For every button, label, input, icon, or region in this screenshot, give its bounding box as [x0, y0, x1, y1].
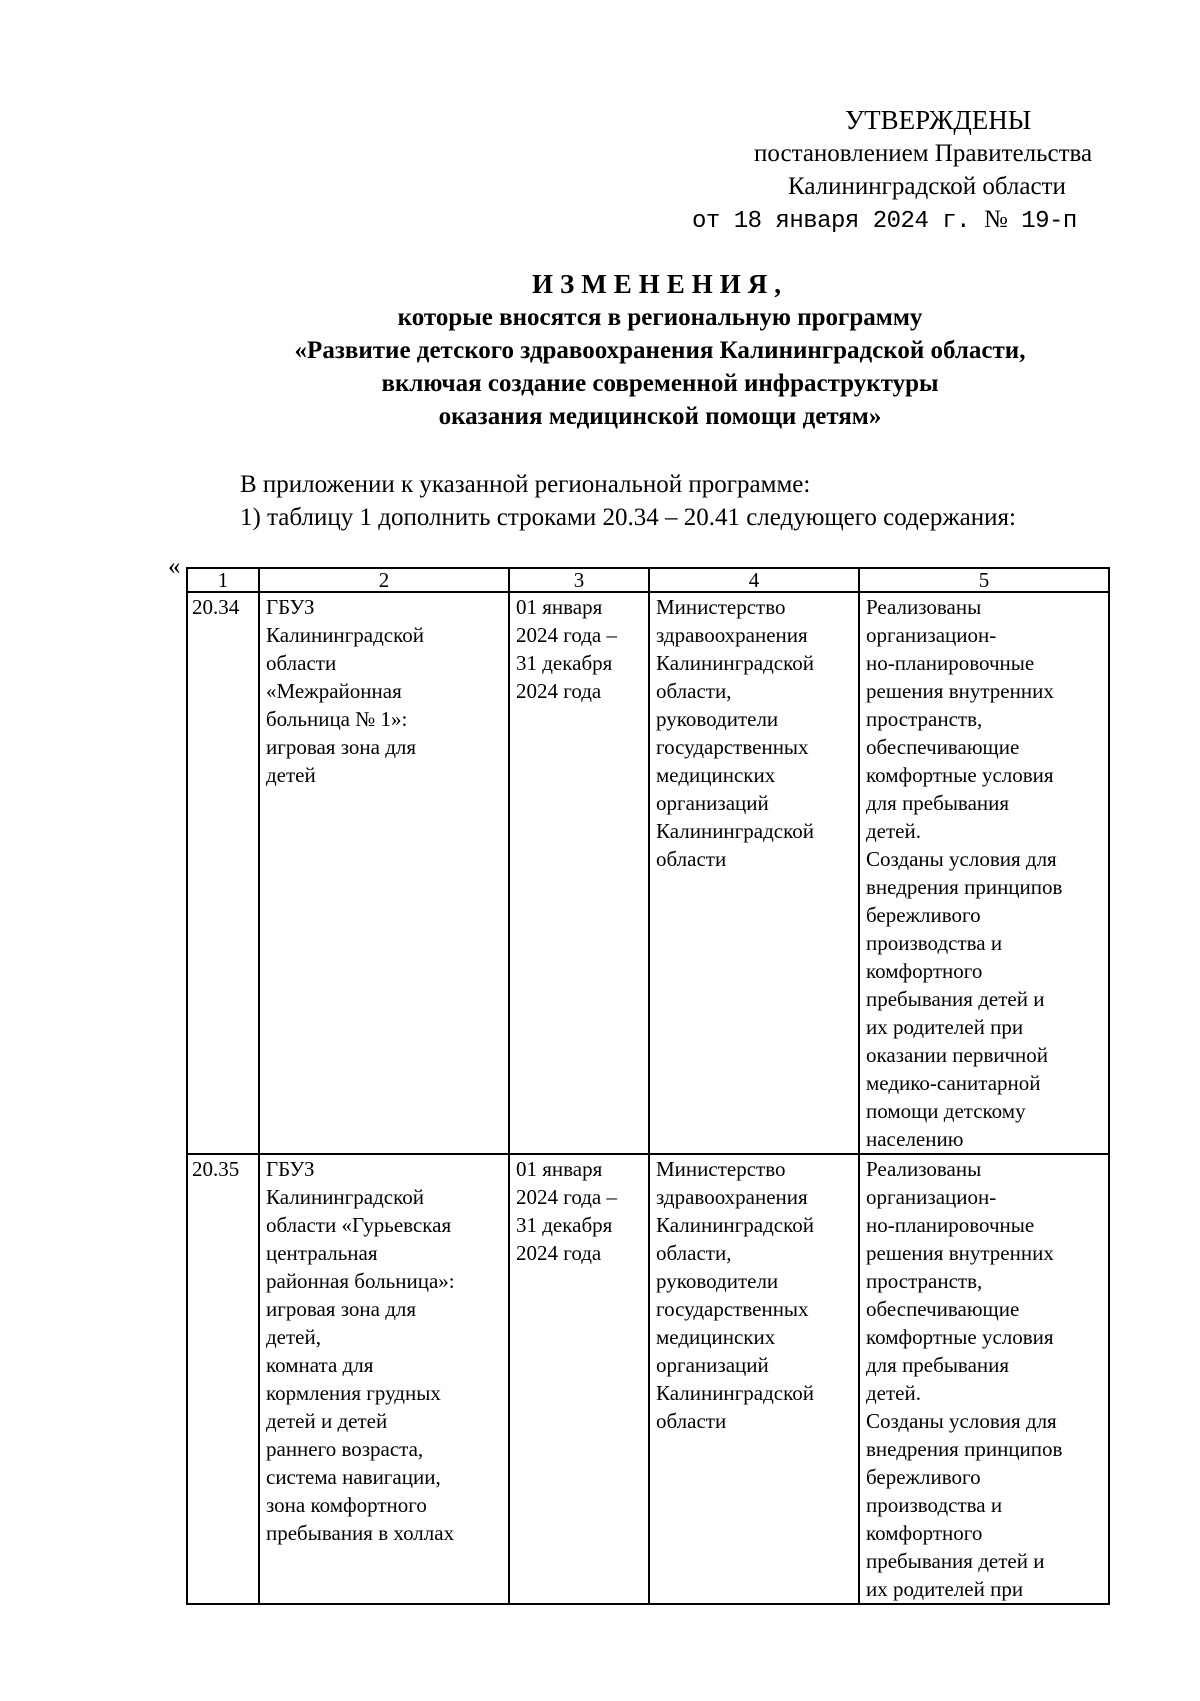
cell-text-line: Созданы условия для [866, 1409, 1057, 1433]
row-responsible-cell [649, 592, 859, 1154]
cell-text-line: районная больница»: [266, 1269, 455, 1293]
cell-text-line: здравоохранения [656, 1185, 808, 1209]
cell-text-line: помощи детскому [866, 1099, 1026, 1123]
cell-text-line: организаций [656, 1353, 769, 1377]
cell-text-line: детей, [266, 1325, 321, 1349]
cell-text-line: медико-санитарной [866, 1071, 1041, 1095]
document-heading [160, 268, 1160, 433]
cell-text-line: организаций [656, 791, 769, 815]
cell-text-line: комфортные условия [866, 763, 1054, 787]
document-title: ИЗМЕНЕНИЯ, [531, 269, 788, 299]
cell-text-line: 2024 года [516, 679, 602, 703]
approval-line-region: Калининградской области [788, 173, 1066, 200]
cell-text-line: детей и детей [266, 1409, 388, 1433]
cell-text-line: организацион- [866, 623, 997, 647]
cell-text-line: их родителей при [866, 1015, 1024, 1039]
cell-text-line: производства и [866, 931, 1003, 955]
table-header-cell: 1 [187, 568, 259, 592]
row-number-cell [187, 1154, 259, 1604]
table-header-row [187, 568, 1109, 592]
row-responsible-cell [649, 1154, 859, 1604]
approval-number: 19-п [1021, 208, 1077, 235]
row-number: 20.35 [192, 1157, 240, 1181]
cell-text-line: обеспечивающие [866, 1297, 1020, 1321]
row-result-cell [859, 1154, 1109, 1604]
intro-line-1: В приложении к указанной региональной программе: [240, 471, 811, 498]
cell-text-line: области, [656, 679, 732, 703]
intro-paragraph [240, 468, 1016, 534]
cell-text-line: населению [866, 1127, 964, 1151]
cell-text-line: для пребывания [866, 791, 1010, 815]
cell-text-line: Министерство [656, 595, 786, 619]
cell-text-line: детей. [866, 819, 921, 843]
cell-text-line: государственных [656, 735, 809, 759]
cell-text-line: области [656, 1409, 727, 1433]
cell-text-line: детей [266, 763, 316, 787]
cell-text-line: 2024 года – [516, 1185, 617, 1209]
row-number: 20.34 [192, 595, 240, 619]
row-object-cell [259, 1154, 509, 1604]
heading-line-4: оказания медицинской помощи детям» [438, 403, 882, 430]
cell-text-line: бережливого [866, 903, 981, 927]
cell-text-line: «Межрайонная [266, 679, 402, 703]
cell-text-line: их родителей при [866, 1577, 1024, 1601]
cell-text-line: зона комфортного [266, 1493, 427, 1517]
cell-text-line: ГБУЗ [266, 1157, 315, 1181]
cell-text-line: медицинских [656, 763, 776, 787]
cell-text-line: 01 января [516, 595, 603, 619]
cell-text-line: кормления грудных [266, 1381, 441, 1405]
approval-title: УТВЕРЖДЕНЫ [845, 105, 1032, 135]
cell-text-line: пребывания детей и [866, 987, 1045, 1011]
cell-text-line: ГБУЗ [266, 595, 315, 619]
approval-line-government: постановлением Правительства [754, 140, 1093, 167]
cell-text-line: 31 декабря [516, 1213, 613, 1237]
cell-text-line: внедрения принципов [866, 875, 1063, 899]
heading-line-1: которые вносятся в региональную программу [397, 304, 923, 331]
row-period-cell [509, 1154, 649, 1604]
table-row [187, 592, 1109, 1154]
cell-text-line: Министерство [656, 1157, 786, 1181]
table-open-quote: « [168, 553, 181, 580]
cell-text-line: организацион- [866, 1185, 997, 1209]
cell-text-line: детей. [866, 1381, 921, 1405]
approval-date: от 18 января 2024 г. [692, 208, 971, 235]
cell-text-line: комфортного [866, 1521, 983, 1545]
cell-text-line: 2024 года – [516, 623, 617, 647]
cell-text-line: оказании первичной [866, 1043, 1049, 1067]
approval-number-sign: № [983, 206, 1008, 233]
cell-text-line: комната для [266, 1353, 374, 1377]
cell-text-line: области, [656, 1241, 732, 1265]
table-header-cell: 4 [649, 568, 859, 592]
cell-text-line: больница № 1»: [266, 707, 408, 731]
cell-text-line: Реализованы [866, 1157, 982, 1181]
cell-text-line: пространств, [866, 707, 983, 731]
row-number-cell [187, 592, 259, 1154]
cell-text-line: обеспечивающие [866, 735, 1020, 759]
cell-text-line: производства и [866, 1493, 1003, 1517]
cell-text-line: Калининградской [656, 819, 814, 843]
cell-text-line: но-планировочные [866, 651, 1035, 675]
changes-table [186, 567, 1110, 1605]
cell-text-line: Созданы условия для [866, 847, 1057, 871]
cell-text-line: внедрения принципов [866, 1437, 1063, 1461]
cell-text-line: 31 декабря [516, 651, 613, 675]
cell-text-line: раннего возраста, [266, 1437, 424, 1461]
cell-text-line: комфортные условия [866, 1325, 1054, 1349]
cell-text-line: пространств, [866, 1269, 983, 1293]
cell-text-line: 2024 года [516, 1241, 602, 1265]
heading-line-2: «Развитие детского здравоохранения Калининградской области, [294, 337, 1026, 364]
cell-text-line: решения внутренних [866, 1241, 1054, 1265]
cell-text-line: для пребывания [866, 1353, 1010, 1377]
cell-text-line: но-планировочные [866, 1213, 1035, 1237]
cell-text-line: Реализованы [866, 595, 982, 619]
cell-text-line: руководители [656, 1269, 779, 1293]
approval-stamp [620, 104, 1140, 238]
cell-text-line: Калининградской [656, 651, 814, 675]
cell-text-line: руководители [656, 707, 779, 731]
cell-text-line: пребывания детей и [866, 1549, 1045, 1573]
row-object-cell [259, 592, 509, 1154]
cell-text-line: 01 января [516, 1157, 603, 1181]
heading-line-3: включая создание современной инфраструктуры [381, 370, 939, 397]
cell-text-line: система навигации, [266, 1465, 441, 1489]
cell-text-line: центральная [266, 1241, 378, 1265]
cell-text-line: игровая зона для [266, 735, 417, 759]
cell-text-line: бережливого [866, 1465, 981, 1489]
cell-text-line: здравоохранения [656, 623, 808, 647]
table-header-cell: 5 [859, 568, 1109, 592]
cell-text-line: Калининградской [266, 1185, 424, 1209]
table-header-cell: 2 [259, 568, 509, 592]
cell-text-line: пребывания в холлах [266, 1521, 455, 1545]
cell-text-line: Калининградской [656, 1213, 814, 1237]
cell-text-line: области «Гурьевская [266, 1213, 452, 1237]
cell-text-line: медицинских [656, 1325, 776, 1349]
cell-text-line: государственных [656, 1297, 809, 1321]
cell-text-line: игровая зона для [266, 1297, 417, 1321]
row-period-cell [509, 592, 649, 1154]
cell-text-line: области [266, 651, 337, 675]
cell-text-line: Калининградской [266, 623, 424, 647]
approval-date-number [620, 203, 1140, 238]
table-row [187, 1154, 1109, 1604]
row-result-cell [859, 592, 1109, 1154]
cell-text-line: Калининградской [656, 1381, 814, 1405]
cell-text-line: комфортного [866, 959, 983, 983]
cell-text-line: области [656, 847, 727, 871]
intro-line-2: 1) таблицу 1 дополнить строками 20.34 – 20.41 следующего содержания: [240, 504, 1016, 531]
table-header-cell: 3 [509, 568, 649, 592]
cell-text-line: решения внутренних [866, 679, 1054, 703]
